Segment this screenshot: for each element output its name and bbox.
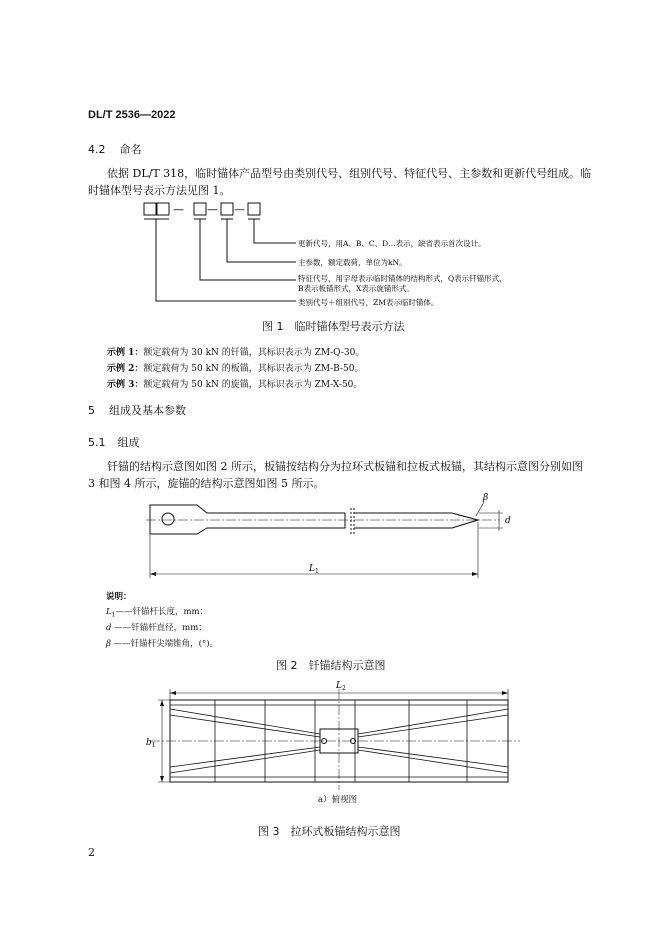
legend-symbol: L	[106, 607, 112, 617]
example-text: 额定载荷为 30 kN 的钎锚，其标识表示为 ZM-Q-30。	[143, 348, 365, 358]
label-L2-subscript: 2	[341, 685, 346, 692]
label-b1	[146, 738, 156, 749]
legend-text: ——钎锚杆长度，mm；	[115, 607, 209, 617]
example-label: 示例 1：	[107, 348, 144, 358]
paragraph-line: 依据 DL/T 318，临时锚体产品型号由类别代号、组别代号、特征代号、主参数和更新代号组成。临	[107, 167, 592, 180]
figure-2-caption: 图 2 钎锚结构示意图	[276, 659, 386, 672]
legend-symbol: β	[106, 639, 111, 649]
paragraph-line: 时锚体型号表示方法见图 1。	[88, 184, 231, 197]
label-L1-symbol: L	[309, 564, 315, 574]
legend-text: ——钎锚杆尖端锥角，(°)。	[110, 639, 219, 649]
annotation-main-param: 主参数，额定载荷，单位为kN。	[298, 258, 407, 267]
label-beta: β	[483, 493, 489, 503]
figure-3-subcaption: a）俯视图	[318, 795, 358, 805]
section-number: 4.2	[88, 143, 106, 156]
page-number: 2	[88, 846, 95, 859]
annotation-feature-code: 特征代号，用字母表示临时锚体的结构形式，Q表示钎锚形式，	[298, 274, 507, 283]
figure-3-caption: 图 3 拉环式板锚结构示意图	[258, 825, 401, 838]
standard-number: DL/T 2536—2022	[88, 109, 176, 121]
annotation-feature-code: B表示板锚形式，X表示旋锚形式。	[298, 284, 414, 293]
figure-1-caption: 图 1 临时锚体型号表示方法	[262, 320, 405, 333]
section-title: 命名	[119, 143, 142, 156]
legend-text: ——钎锚杆直径，mm；	[111, 623, 207, 633]
legend-subscript: 1	[111, 611, 116, 619]
example-text: 额定载荷为 50 kN 的板锚，其标识表示为 ZM-B-50。	[143, 364, 364, 374]
legend-symbol: d	[106, 623, 112, 633]
label-L1-subscript: 1	[314, 568, 319, 575]
section-title: 组成	[117, 436, 140, 449]
label-b1-subscript: 1	[151, 742, 156, 749]
label-d: d	[505, 516, 511, 526]
paragraph-line: 3 和图 4 所示，旋锚的结构示意图如图 5 所示。	[88, 477, 325, 490]
label-L2	[335, 681, 346, 692]
example-text: 额定载荷为 50 kN 的旋锚，其标识表示为 ZM-X-50。	[143, 380, 363, 390]
paragraph-line: 钎锚的结构示意图如图 2 所示，板锚按结构分为拉环式板锚和拉板式板锚，其结构示意图分别如图	[107, 460, 583, 473]
legend-title: 说明：	[106, 592, 132, 602]
annotation-class-code: 类别代号＋组别代号，ZM表示临时锚体。	[298, 298, 439, 307]
separator: —	[173, 203, 184, 216]
label-b1-symbol: b	[146, 738, 152, 748]
example-label: 示例 3：	[107, 380, 144, 390]
annotation-update-code: 更新代号，用A、B、C、D…表示，缺省表示首次设计。	[298, 239, 486, 248]
example-label: 示例 2：	[107, 364, 144, 374]
label-L2-symbol: L	[336, 681, 342, 691]
section-number: 5.1	[88, 436, 106, 449]
section-number: 5	[88, 404, 95, 417]
separator: —	[207, 203, 218, 216]
separator: —	[234, 203, 245, 216]
section-title: 组成及基本参数	[109, 404, 186, 417]
